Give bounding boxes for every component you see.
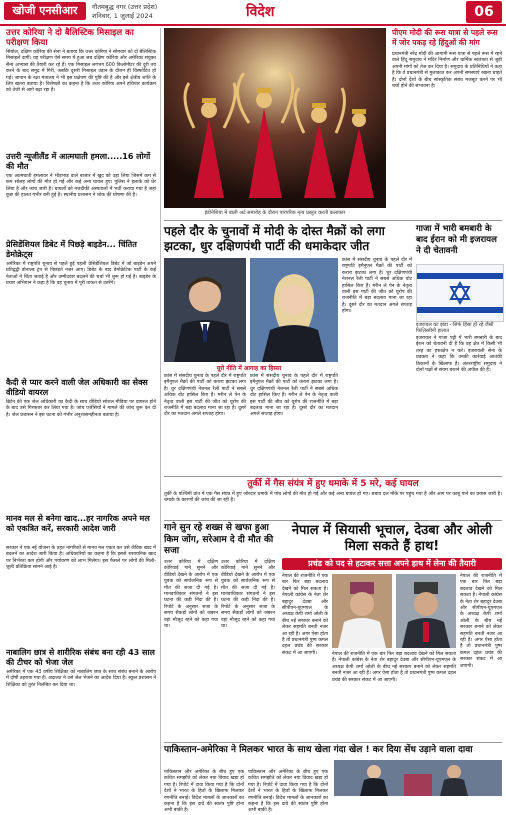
article-kim-body-col2: उत्तर कोरिया में दक्षिण कोरियाई गाने सुनने और वीडियो देखने के आरोप में एक युवक को सार्वजनिक रूप से मौत की सजा दी गई है। मानवाधिकार संगठनों ने इस घटना की कड़ी निंदा की है। रिपोर्ट के अनुसार सजा के समय सैकड़ों लोगों को जबरन वहां मौजूद रहने को कहा गया था।	[221, 560, 275, 630]
section-title: विदेश	[246, 4, 275, 20]
israel-caption: इजरायल का झंडा - सिर्फ हिंसा हो रहे जैसी फिलिस्तीनी हालात	[416, 322, 494, 334]
column-divider	[160, 28, 161, 794]
article-pak-usa-body-col2: पाकिस्तान और अमेरिका के बीच हुए एक कथित समझौते को लेकर नया विवाद खड़ा हो गया है। रिपोर्ट में दावा किया गया है कि दोनों देशों ने भारत के हितों के खिलाफ मिलकर रणनीति बनाई। विदेश मामलों के जानकारों का कहना है कि इस दावे की स्वतंत्र पुष्टि होना अभी बाकी है।	[248, 770, 328, 814]
article-pak-usa-title: पाकिस्तान-अमेरिका ने मिलकर भारत के साथ खेला गंदा खेल ! कर दिया सेंध उड़ाने वाला दावा	[164, 745, 473, 755]
section-divider-3	[164, 520, 502, 521]
section-divider-2	[164, 476, 502, 477]
nepal-subhead: प्रचंड को पद से हटाकर सत्ता अपने हाथ में लेना की तैयारी	[282, 558, 502, 570]
article-nepal-title: नेपाल में सियासी भूचाल, देउबा और ओली मिला सकते हैं हाथ!	[291, 523, 493, 554]
article-biden-debate-title: प्रेसिडेंशियल डिबेट में पिछड़े बाइडेन... चिंतित डेमोक्रेट्स	[6, 240, 137, 259]
article-nepal-body-col1: नेपाल की राजनीति में एक बार फिर बड़ा बदलाव देखने को मिल सकता है। नेपाली कांग्रेस के नेता शेर बहादुर देउबा और सीपीएन-यूएमएल के अध्यक्ष केपी शर्मा ओली के बीच नई सरकार बनाने को लेकर सहमति बनती नजर आ रही है। अगर ऐसा होता है तो प्रधानमंत्री पुष्प कमल दहल प्रचंड की सरकार संकट में आ जाएगी।	[282, 574, 328, 656]
article-north-korea-missile-title: उत्तर कोरिया ने दो बैलिस्टिक मिसाइल का परीक्षण किया	[6, 28, 134, 48]
section-divider	[164, 220, 502, 221]
article-kim-body-col1: उत्तर कोरिया में दक्षिण कोरियाई गाने सुनने और वीडियो देखने के आरोप में एक युवक को सार्वजनिक रूप से मौत की सजा दी गई है। मानवाधिकार संगठनों ने इस घटना की कड़ी निंदा की है। रिपोर्ट के अनुसार सजा के समय सैकड़ों लोगों को जबरन वहां मौजूद रहने को कहा गया था।	[164, 560, 218, 630]
article-biden-debate-body: अमेरिका में राष्ट्रपति चुनाव से पहले हुई पहली प्रेसिडेंशियल डिबेट में जो बाइडेन अपने प्रतिद्वंद्वी डोनाल्ड ट्रंप से पिछड़ते नजर आए। डिबेट के बाद डेमोक्रेटिक पार्टी के कई नेताओं ने चिंता जताई है और उम्मीदवार बदलने की चर्चा भी शुरू हो गई है। बाइडेन के प्रचार अभियान ने कहा है कि वह चुनाव में पूरी ताकत से उतरेंगे।	[6, 262, 156, 287]
article-teacher-body: अमेरिका में एक 43 वर्षीय शिक्षिका को नाबालिग छात्र के साथ संबंध बनाने के आरोप में दोषी ठहराया गया है। अदालत ने उसे जेल भेजने का आदेश दिया है। स्कूल प्रशासन ने शिक्षिका को तुरंत निलंबित कर दिया था।	[6, 670, 156, 688]
page-number: 06	[466, 1, 502, 23]
article-gaza-title: गाजा में भारी बमबारी के बाद ईरान को मी इजरायल ने दी चेतावनी	[416, 224, 497, 256]
article-pak-usa-body-col1: पाकिस्तान और अमेरिका के बीच हुए एक कथित समझौते को लेकर नया विवाद खड़ा हो गया है। रिपोर्ट में दावा किया गया है कि दोनों देशों ने भारत के हितों के खिलाफ मिलकर रणनीति बनाई। विदेश मामलों के जानकारों का कहना है कि इस दावे की स्वतंत्र पुष्टि होना अभी बाकी है।	[164, 770, 244, 814]
article-modi-russia-title: पीएम मोदी की रूस यात्रा से पहले रूस में जोर पकड़ रहे हिंदुओं की मांग	[392, 28, 498, 47]
edition-info	[92, 3, 232, 21]
article-gaza-body: इजरायल ने गाजा पट्टी में भारी बमबारी के बाद ईरान को चेतावनी दी है कि वह क्षेत्र में किसी भी तरह का हस्तक्षेप न करे। इजरायली सेना के प्रवक्ता ने कहा कि उनकी कार्रवाई आतंकी ठिकानों के खिलाफ है। अंतरराष्ट्रीय समुदाय ने दोनों पक्षों से संयम बरतने की अपील की है।	[416, 336, 502, 374]
deuba-photo	[332, 574, 392, 648]
edition-date: शनिवार, 1 जुलाई 2024	[92, 12, 153, 20]
macron-photo	[164, 258, 246, 362]
le-pen-photo	[250, 258, 338, 362]
edition-place: गौतमबुद्ध नगर (उत्तर प्रदेश)	[92, 3, 158, 11]
newspaper-logo: खोजी एनसीआर	[4, 2, 86, 20]
section-divider-4	[164, 742, 502, 743]
oli-photo	[396, 574, 456, 648]
article-teacher-title: नाबालिग छात्र से शारीरिक संबंध बना रही 43 साल की टीचर को भेजा जेल	[6, 648, 155, 667]
article-nz-attack-body: एक आत्मघाती हमलावर ने भीड़भाड़ वाले बाजार में खुद को उड़ा लिया जिसमें कम से कम सोलह लोगों की मौत हो गई और कई अन्य घायल हुए। पुलिस ने इलाके को घेर लिया है और जांच जारी है। घायलों को नजदीकी अस्पतालों में भर्ती कराया गया है जहां कुछ की हालत गंभीर बनी हुई है। स्थानीय प्रशासन ने शोक की घोषणा की है।	[6, 174, 156, 199]
israel-flag-photo	[416, 264, 504, 322]
article-fertilizer-title: मानव मल से बनेगा खाद...हर नागरिक अपने मल को एकत्रित करें, सरकारी आदेश जारी	[6, 514, 150, 533]
article-turkey-title: तुर्की में गैस संयंत्र में हुए धमाके में 5 मरे, कई घायल	[247, 479, 419, 489]
article-jail-officer-body: ब्रिटेन की एक जेल अधिकारी का कैदी के साथ वीडियो सोशल मीडिया पर वायरल होने के बाद उसे गिरफ्तार कर लिया गया है। जांच एजेंसियों ने मामले की जांच शुरू कर दी है। जेल प्रशासन ने इस घटना को गंभीर अनुशासनहीनता बताया है।	[6, 400, 156, 418]
article-macron-title: पहले दौर के चुनावों में मोदी के दोस्त मैक्रों को लगा झटका, धुर दक्षिणपंथी पार्टी की धमाकेदार जीत	[164, 224, 385, 253]
article-jail-officer-title: कैदी से प्यार करने वाली जेल अधिकारी का सेक्स वीडियो वायरल	[6, 378, 148, 397]
dancers-caption: इंडोनेशिया में बाली अर्ट समारोह के दौरान पारंपरिक नृत्य प्रस्तुत करती कलाकार	[204, 210, 346, 216]
article-turkey-body: तुर्की के पश्चिमी प्रांत में एक गैस संयंत्र में हुए जोरदार धमाके में पांच लोगों की मौत हो गई और कई अन्य घायल हो गए। बचाव दल मौके पर पहुंच गया है और आग पर काबू पाने का प्रयास जारी है। धमाके के कारणों की जांच की जा रही है।	[164, 492, 502, 504]
article-macron-body-col1: फ्रांस में संसदीय चुनाव के पहले दौर में राष्ट्रपति इमैनुएल मैक्रों की पार्टी को करारा झटका लगा है। धुर दक्षिणपंथी नेशनल रैली पार्टी ने सबसे अधिक वोट हासिल किए हैं। मरीन ले पेन के नेतृत्व वाली इस पार्टी की जीत को यूरोप की राजनीति में बड़ा बदलाव माना जा रहा है। दूसरे दौर का मतदान अगले सप्ताह होगा।	[164, 374, 246, 418]
article-macron-body-col2: फ्रांस में संसदीय चुनाव के पहले दौर में राष्ट्रपति इमैनुएल मैक्रों की पार्टी को करारा झटका लगा है। धुर दक्षिणपंथी नेशनल रैली पार्टी ने सबसे अधिक वोट हासिल किए हैं। मरीन ले पेन के नेतृत्व वाली इस पार्टी की जीत को यूरोप की राजनीति में बड़ा बदलाव माना जा रहा है। दूसरे दौर का मतदान अगले सप्ताह होगा।	[250, 374, 338, 418]
article-nepal-body-col4: नेपाल की राजनीति में एक बार फिर बड़ा बदलाव देखने को मिल सकता है। नेपाली कांग्रेस के नेता शेर बहादुर देउबा और सीपीएन-यूएमएल के अध्यक्ष केपी शर्मा ओली के बीच नई सरकार बनाने को लेकर सहमति बनती नजर आ रही है। अगर ऐसा होता है तो प्रधानमंत्री पुष्प कमल दहल प्रचंड की सरकार संकट में आ जाएगी।	[460, 574, 502, 669]
article-north-korea-missile-body: सियोल, दक्षिण कोरिया की सेना ने बताया कि उत्तर कोरिया ने सोमवार को दो बैलिस्टिक मिसाइलें दागीं। यह परीक्षण ऐसे समय में हुआ जब दक्षिण कोरिया और अमेरिका संयुक्त सैन्य अभ्यास की तैयारी कर रहे हैं। एक मिसाइल लगभग 600 किलोमीटर की दूरी तय करने के बाद समुद्र में गिरी, जबकि दूसरी मिसाइल उड़ान के दौरान ही विस्फोटित हो गई। जापान के रक्षा मंत्रालय ने भी इस प्रक्षेपण की पुष्टि की है और इसे क्षेत्रीय शांति के लिए खतरा बताया है। विशेषज्ञों का कहना है कि उत्तर कोरिया अपने हथियार कार्यक्रम को तेजी से आगे बढ़ा रहा है।	[6, 50, 156, 94]
article-kim-title: गाने सुन रहे शख्स से खफा हुआ किम जोंग, सरेआम दे दी मौत की सजा	[164, 523, 274, 556]
article-nz-attack-title: उत्तरी न्यूजीलैंड में आत्मघाती हमला.....16 लोगों की मौत	[6, 152, 151, 171]
article-nepal-body-col2: नेपाल की राजनीति में एक बार फिर बड़ा बदलाव देखने को मिल सकता है। नेपाली कांग्रेस के नेता शेर बहादुर देउबा और सीपीएन-यूएमएल के अध्यक्ष केपी शर्मा ओली के बीच नई सरकार बनाने को लेकर सहमति बनती नजर आ रही है। अगर ऐसा होता है तो प्रधानमंत्री पुष्प कमल दहल प्रचंड की सरकार संकट में आ जाएगी।	[332, 652, 456, 683]
article-fertilizer-body: सरकार ने एक नई योजना के तहत नागरिकों से मानव मल एकत्र कर उसे जैविक खाद में बदलने का आदेश जारी किया है। अधिकारियों का कहना है कि इससे रासायनिक खाद पर निर्भरता कम होगी और पर्यावरण को लाभ मिलेगा। इस फैसले पर लोगों की मिली-जुली प्रतिक्रिया सामने आई है।	[6, 546, 156, 571]
dancers-photo	[164, 28, 386, 208]
article-modi-russia-body: प्रधानमंत्री नरेंद्र मोदी की आगामी रूस यात्रा से पहले रूस में रहने वाले हिंदू समुदाय ने मंदिर निर्माण और धार्मिक स्वतंत्रता से जुड़ी अपनी मांगों को तेज कर दिया है। समुदाय के प्रतिनिधियों ने कहा है कि वे प्रधानमंत्री से मुलाकात कर अपनी समस्याएं रखना चाहते हैं। दोनों देशों के बीच सांस्कृतिक संबंध मजबूत करने पर भी चर्चा होने की संभावना है।	[392, 52, 502, 90]
leaders-photo	[334, 760, 502, 796]
article-macron-body-col3: फ्रांस में संसदीय चुनाव के पहले दौर में राष्ट्रपति इमैनुएल मैक्रों की पार्टी को करारा झटका लगा है। धुर दक्षिणपंथी नेशनल रैली पार्टी ने सबसे अधिक वोट हासिल किए हैं। मरीन ले पेन के नेतृत्व वाली इस पार्टी की जीत को यूरोप की राजनीति में बड़ा बदलाव माना जा रहा है। दूसरे दौर का मतदान अगले सप्ताह होगा।	[342, 258, 412, 315]
macron-subtag: यूरो नीति में आगाह का हिस्सा	[216, 365, 282, 372]
